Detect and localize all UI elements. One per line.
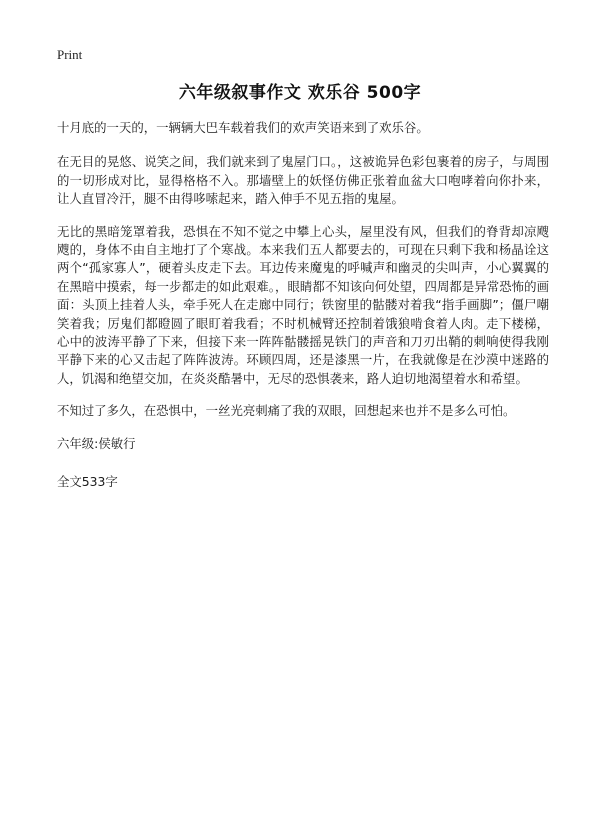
print-link[interactable]: Print	[57, 47, 83, 62]
paragraph: 无比的黑暗笼罩着我，恐惧在不知不觉之中攀上心头，屋里没有风，但我们的脊背却凉飕飕的，身体不由自主地打了个寒战。本来我们五人都要去的，可现在只剩下我和杨晶诠这两个“孤家寡人”，硬着头皮走下去。耳边传来魔鬼的呼喊声和幽灵的尖叫声，小心翼翼的在黑暗中摸索，每一步都走的如此艰难。，眼睛都不知该向何处望，四周都是异常恐怖的画面：头顶上挂着人头，牵手死人在走廊中同行；铁窗里的骷髅对着我“指手画脚”；僵尸嘲笑着我；厉鬼们都瞪圆了眼盯着我看；不时机械臂还控制着饿狼啃食着人肉。走下楼梯，心中的波涛平静了下来，但接下来一阵阵骷髅摇晃铁门的声音和刀刃出鞘的刺响使得我刚平静下来的心又击起了阵阵波涛。环顾四周，还是漆黑一片，在我就像是在沙漠中迷路的人，饥渴和绝望交加，在炎炎酷暑中，无尽的恐惧袭来，路人迫切地渴望着水和希望。	[57, 223, 549, 386]
paragraph: 十月底的一天的，一辆辆大巴车载着我们的欢声笑语来到了欢乐谷。	[57, 120, 429, 135]
paragraph: 在无目的晃悠、说笑之间，我们就来到了鬼屋门口。，这被诡异色彩包裹着的房子，与周围的一切形成对比，显得格格不入。那墙壁上的妖怪仿佛正张着血盆大口咆哮着向你扑来，让人直冒冷汗，腿不由得哆嗦起来，踏入伸手不见五指的鬼屋。	[57, 154, 549, 207]
article-title: 六年级叙事作文 欢乐谷 500字	[178, 83, 422, 103]
article-body	[57, 119, 549, 511]
paragraph: 不知过了多久，在恐惧中，一丝光亮刺痛了我的双眼，回想起来也并不是多么可怕。	[57, 403, 516, 419]
word-count: 全文533字	[57, 473, 118, 489]
author-line: 六年级:侯敏行	[57, 435, 136, 451]
